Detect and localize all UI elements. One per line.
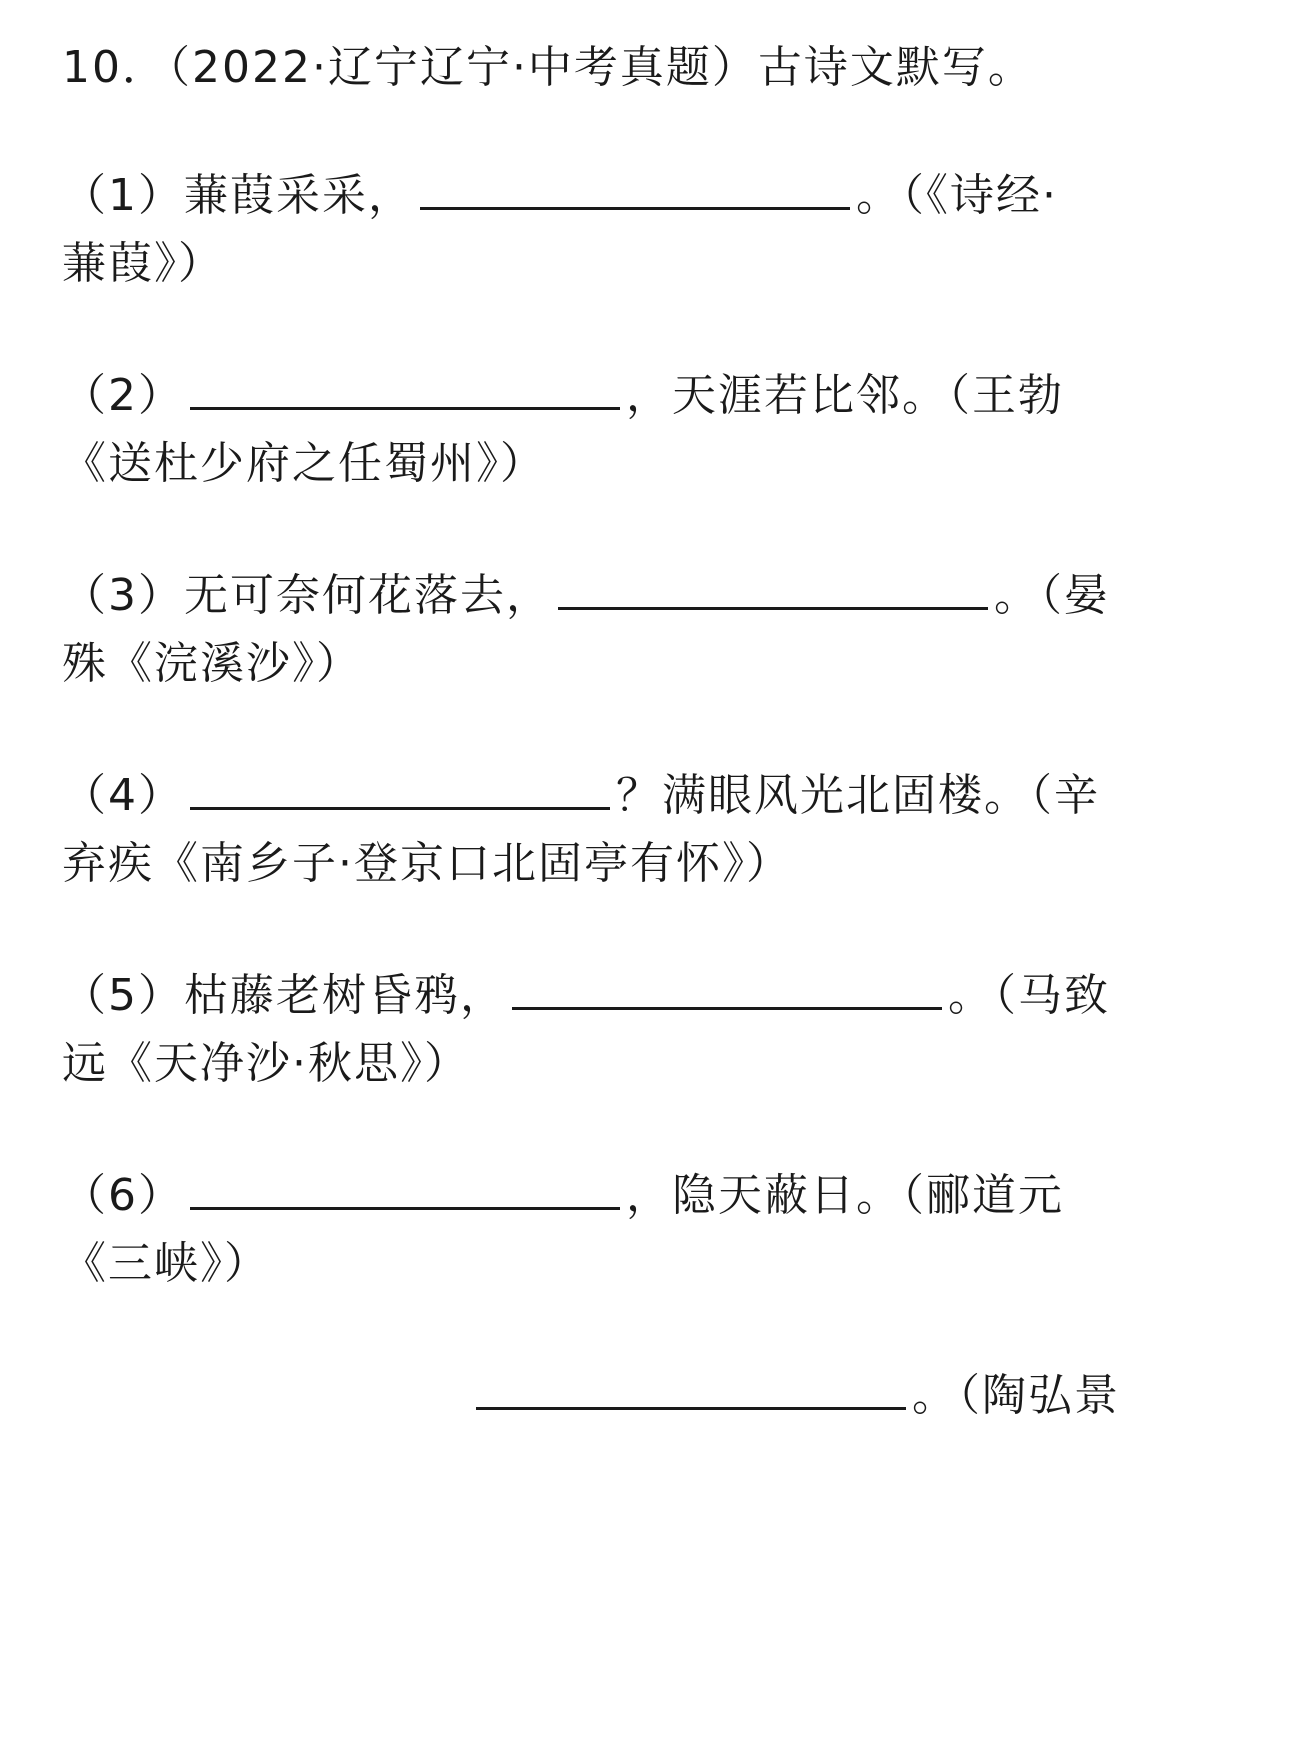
item-3-line-1 (62, 568, 1110, 624)
item-2-prompt: （2） (62, 370, 184, 421)
item-6-source: ，隐天蔽日。（郦道元 (626, 1170, 1064, 1221)
item-1-blank[interactable] (420, 173, 850, 210)
item-3-prompt: （3）无可奈何花落去， (62, 570, 552, 621)
item-2-line-2 (62, 436, 546, 492)
item-3-source: 。（晏 (994, 570, 1110, 621)
item-5-line-1 (62, 968, 1110, 1024)
item-2-source: ，天涯若比邻。（王勃 (626, 370, 1064, 421)
item-3-source-cont: 殊《浣溪沙》） (62, 638, 362, 689)
item-1-line-2 (62, 236, 224, 292)
item-4-source: ？满眼风光北固楼。（辛 (616, 770, 1100, 821)
item-4-line-1 (62, 768, 1100, 824)
item-6-source-cont: 《三峡》） (62, 1238, 270, 1289)
item-5-source-cont: 远《天净沙·秋思》） (62, 1038, 470, 1089)
item-4-line-2 (62, 836, 792, 892)
question-header (62, 40, 1034, 96)
item-6-prompt: （6） (62, 1170, 184, 1221)
item-1-prompt: （1）蒹葭采采， (62, 170, 414, 221)
item-7-source: 。（陶弘景 (912, 1370, 1120, 1421)
question-header-text: 10．（2022·辽宁辽宁·中考真题）古诗文默写。 (62, 42, 1034, 93)
item-2-line-1 (62, 368, 1064, 424)
item-6-blank[interactable] (190, 1173, 620, 1210)
item-7-blank[interactable] (476, 1373, 906, 1410)
item-4-prompt: （4） (62, 770, 184, 821)
item-5-blank[interactable] (512, 973, 942, 1010)
item-5-prompt: （5）枯藤老树昏鸦， (62, 970, 506, 1021)
item-1-line-1 (62, 168, 1058, 224)
item-2-blank[interactable] (190, 373, 620, 410)
item-5-source: 。（马致 (948, 970, 1110, 1021)
item-3-blank[interactable] (558, 573, 988, 610)
item-2-source-cont: 《送杜少府之任蜀州》） (62, 438, 546, 489)
item-1-source: 。（《诗经· (856, 170, 1058, 221)
item-1-source-cont: 蒹葭》） (62, 238, 224, 289)
item-7-line-1 (470, 1368, 1120, 1424)
item-6-line-2 (62, 1236, 270, 1292)
item-6-line-1 (62, 1168, 1064, 1224)
item-4-blank[interactable] (190, 773, 610, 810)
item-5-line-2 (62, 1036, 470, 1092)
item-4-source-cont: 弃疾《南乡子·登京口北固亭有怀》） (62, 838, 792, 889)
item-3-line-2 (62, 636, 362, 692)
